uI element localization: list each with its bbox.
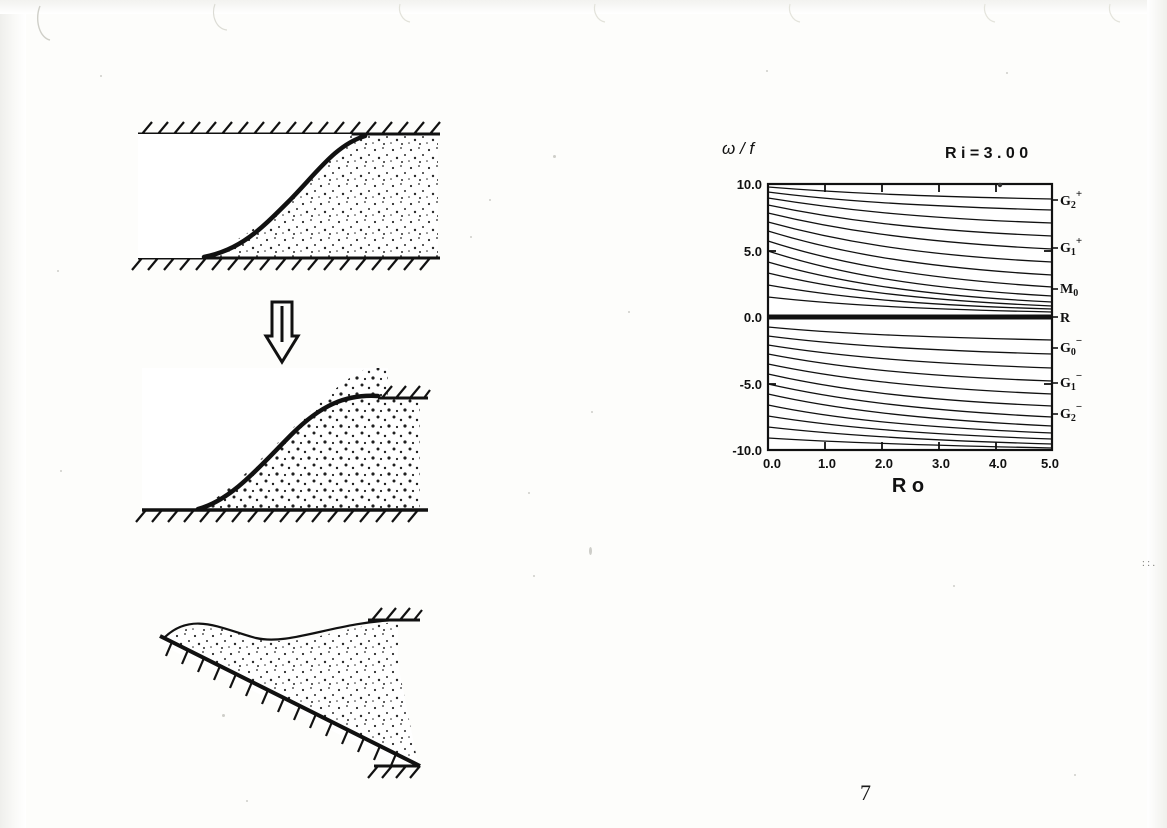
scan-speck	[589, 547, 592, 555]
scan-speck	[489, 199, 491, 201]
chart-xticklabels	[763, 456, 1059, 471]
page-edge-marks: : : .	[1141, 558, 1155, 569]
svg-text:10.0: 10.0	[736, 177, 762, 192]
curve-label-G2-plus: $G_2^+$	[1060, 188, 1083, 211]
scan-speck	[628, 311, 630, 313]
panel-top	[132, 122, 440, 270]
scan-speck	[553, 155, 556, 158]
scan-speck	[60, 470, 62, 472]
scan-speck	[528, 492, 530, 494]
svg-text:-10.0: -10.0	[732, 443, 762, 458]
dispersion-diagram-chart	[700, 130, 1120, 510]
svg-text:2.0: 2.0	[874, 456, 894, 471]
chart-title: R i = 3 . 0 0	[945, 145, 1029, 162]
scan-speck	[100, 75, 102, 77]
svg-text:-5.0: -5.0	[739, 377, 762, 392]
chart-ylabel: ω / f	[722, 139, 755, 158]
panel-middle	[136, 368, 430, 522]
svg-text:1.0: 1.0	[817, 456, 837, 471]
panel-arrow-double-down	[266, 302, 298, 362]
page-edge-shadow-left	[0, 0, 26, 828]
scan-speck	[591, 411, 593, 413]
page-number: 7	[860, 780, 871, 805]
curve-label-G1-minus: $G_1^-$	[1060, 370, 1083, 393]
svg-text:0.0: 0.0	[743, 310, 762, 325]
svg-text:5.0: 5.0	[1040, 456, 1060, 471]
curve-label-R: R	[1060, 311, 1071, 326]
scan-speck	[1006, 72, 1008, 74]
curve-label-G1-plus: $G_1^+$	[1060, 235, 1083, 258]
curve-label-G2-minus: $G_2^-$	[1060, 401, 1083, 424]
curve-label-G0-minus: $G_0^-$	[1060, 335, 1083, 358]
scan-speck	[1074, 774, 1076, 776]
svg-text:4.0: 4.0	[988, 456, 1008, 471]
chart-xlabel: R o	[891, 475, 925, 497]
scan-speck	[246, 800, 248, 802]
chart-yticklabels	[732, 177, 762, 458]
scan-speck	[533, 575, 535, 577]
panel-bottom	[160, 608, 422, 778]
svg-text:0.0: 0.0	[762, 456, 782, 471]
left-schematic-figure	[120, 110, 480, 790]
curve-label-M0: $M_0$	[1060, 282, 1079, 299]
scan-speck	[998, 183, 1002, 187]
page-edge-shadow-right	[1147, 0, 1167, 828]
scan-speck	[953, 585, 955, 587]
scan-speck	[57, 270, 59, 272]
binder-hole-marks	[0, 0, 1167, 60]
scan-speck	[766, 70, 768, 72]
svg-text:5.0: 5.0	[743, 244, 762, 259]
svg-text:3.0: 3.0	[931, 456, 951, 471]
